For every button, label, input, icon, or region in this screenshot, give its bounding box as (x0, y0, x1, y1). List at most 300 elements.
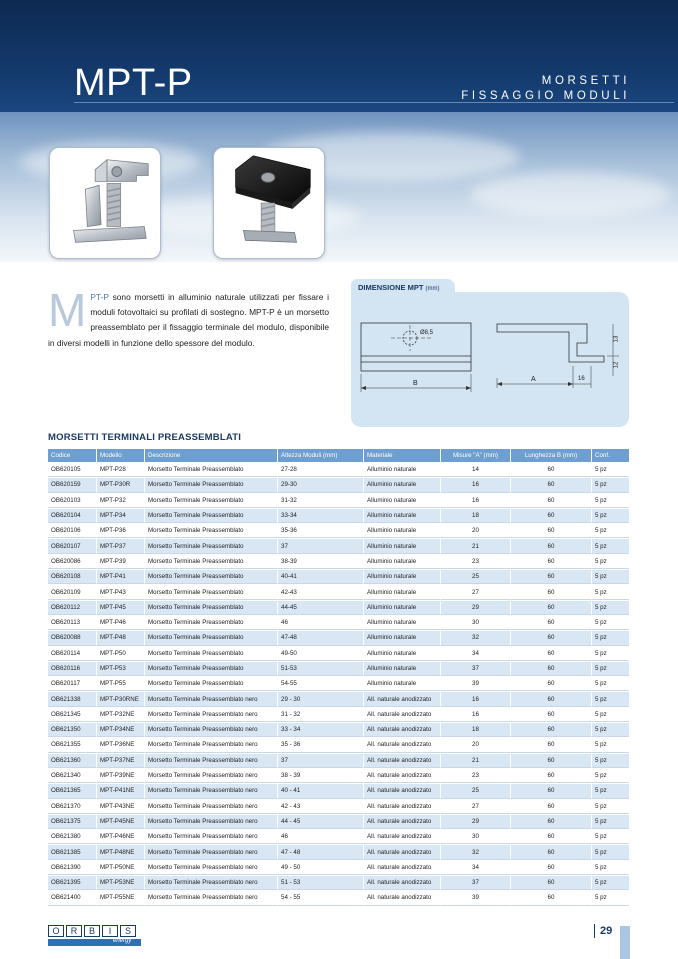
table-cell: 5 pz (592, 631, 629, 645)
table-cell: Morsetto Terminale Preassemblato (145, 585, 278, 599)
logo-letter: S (120, 925, 136, 937)
table-cell: Alluminio naturale (364, 463, 441, 477)
table-row (48, 891, 629, 905)
table-cell: 47 - 48 (278, 845, 364, 859)
table-cell: 35-36 (278, 524, 364, 538)
table-cell: MPT-P41NE (97, 784, 145, 798)
dimension-13-label: 13 (613, 335, 620, 343)
table-cell: 5 pz (592, 845, 629, 859)
aluminium-clamp-image (50, 148, 160, 258)
table-row (48, 524, 629, 538)
dimension-12-label: 12 (613, 361, 620, 369)
table-cell: Morsetto Terminale Preassemblato nero (145, 891, 278, 905)
column-header: Materiale (364, 449, 441, 462)
intro-text: sono morsetti in alluminio naturale utilizzati per fissare i moduli fotovoltaici su profilati di sostegno. MPT-P è un morsetto preassemblato per il fissaggio terminale del modulo, disponibile in diversi modelli in funzione dello spessore del modulo. (48, 292, 329, 348)
intro-highlight: PT-P (90, 292, 109, 302)
table-cell: 51-53 (278, 662, 364, 676)
dimension-unit: (mm) (425, 286, 440, 292)
dimension-label: DIMENSIONE MPT (358, 283, 424, 292)
table-cell: Alluminio naturale (364, 539, 441, 553)
table-cell: OB621395 (48, 876, 97, 890)
table-cell: Morsetto Terminale Preassemblato nero (145, 876, 278, 890)
table-cell: Morsetto Terminale Preassemblato (145, 601, 278, 615)
table-cell: 34 (441, 861, 511, 875)
logo-letter: I (102, 925, 118, 937)
column-header: Lunghezza B (mm) (511, 449, 592, 462)
table-row (48, 723, 629, 737)
logo-letter: B (84, 925, 100, 937)
table-cell: All. naturale anodizzato (364, 754, 441, 768)
table-cell: 30 (441, 830, 511, 844)
table-cell: 38-39 (278, 555, 364, 569)
table-cell: 46 (278, 616, 364, 630)
table-cell: OB621355 (48, 738, 97, 752)
table-cell: Morsetto Terminale Preassemblato nero (145, 723, 278, 737)
table-cell: 5 pz (592, 815, 629, 829)
table-cell: OB620113 (48, 616, 97, 630)
table-cell: 60 (511, 861, 592, 875)
table-cell: All. naturale anodizzato (364, 738, 441, 752)
table-cell: Alluminio naturale (364, 555, 441, 569)
table-cell: 5 pz (592, 570, 629, 584)
table-cell: 27-28 (278, 463, 364, 477)
table-cell: 14 (441, 463, 511, 477)
table-cell: All. naturale anodizzato (364, 830, 441, 844)
table-cell: MPT-P48NE (97, 845, 145, 859)
table-cell: Alluminio naturale (364, 478, 441, 492)
table-cell: MPT-P34 (97, 509, 145, 523)
subtitle-line-1: MORSETTI (541, 75, 630, 87)
table-cell: 42-43 (278, 585, 364, 599)
table-cell: OB620116 (48, 662, 97, 676)
table-cell: 5 pz (592, 616, 629, 630)
table-cell: 60 (511, 616, 592, 630)
table-cell: 38 - 39 (278, 769, 364, 783)
table-cell: 5 pz (592, 555, 629, 569)
column-header: Misure "A" (mm) (441, 449, 511, 462)
table-row (48, 845, 629, 859)
table-cell: 29 (441, 601, 511, 615)
page-subtitle (461, 74, 630, 104)
table-cell: 5 pz (592, 539, 629, 553)
table-cell: 49 - 50 (278, 861, 364, 875)
table-cell: Morsetto Terminale Preassemblato nero (145, 769, 278, 783)
table-row (48, 830, 629, 844)
table-cell: 21 (441, 539, 511, 553)
table-cell: OB620086 (48, 555, 97, 569)
hole-diameter-label: Ø8,5 (420, 330, 434, 336)
table-cell: 5 pz (592, 662, 629, 676)
page-title: MPT-P (74, 62, 193, 104)
table-row (48, 708, 629, 722)
table-title: MORSETTI TERMINALI PREASSEMBLATI (48, 432, 242, 443)
table-row (48, 570, 629, 584)
table-cell: MPT-P53 (97, 662, 145, 676)
table-cell: 5 pz (592, 677, 629, 691)
table-row (48, 815, 629, 829)
table-cell: Alluminio naturale (364, 601, 441, 615)
table-cell: 27 (441, 800, 511, 814)
table-row (48, 677, 629, 691)
product-photo-aluminium (49, 147, 161, 259)
table-cell: 60 (511, 754, 592, 768)
table-cell: MPT-P39NE (97, 769, 145, 783)
table-row (48, 463, 629, 477)
table-cell: OB620104 (48, 509, 97, 523)
table-row (48, 509, 629, 523)
table-cell: 60 (511, 845, 592, 859)
table-cell: 60 (511, 463, 592, 477)
table-cell: MPT-P39 (97, 555, 145, 569)
table-cell: Morsetto Terminale Preassemblato nero (145, 845, 278, 859)
table-cell: MPT-P34NE (97, 723, 145, 737)
table-cell: 60 (511, 891, 592, 905)
table-cell: 60 (511, 524, 592, 538)
table-cell: 23 (441, 769, 511, 783)
table-cell: 60 (511, 708, 592, 722)
table-cell: OB620159 (48, 478, 97, 492)
table-cell: All. naturale anodizzato (364, 891, 441, 905)
table-cell: 5 pz (592, 723, 629, 737)
table-cell: OB621375 (48, 815, 97, 829)
table-cell: Morsetto Terminale Preassemblato nero (145, 830, 278, 844)
table-cell: All. naturale anodizzato (364, 723, 441, 737)
table-cell: 23 (441, 555, 511, 569)
table-cell: 60 (511, 494, 592, 508)
table-cell: 5 pz (592, 463, 629, 477)
table-cell: 5 pz (592, 830, 629, 844)
subtitle-line-2: FISSAGGIO MODULI (461, 90, 630, 102)
table-cell: OB620103 (48, 494, 97, 508)
table-cell: Morsetto Terminale Preassemblato (145, 647, 278, 661)
table-cell: 40-41 (278, 570, 364, 584)
table-cell: 5 pz (592, 876, 629, 890)
table-cell: All. naturale anodizzato (364, 815, 441, 829)
table-cell: OB620108 (48, 570, 97, 584)
table-row (48, 800, 629, 814)
table-cell: Morsetto Terminale Preassemblato (145, 509, 278, 523)
table-row (48, 601, 629, 615)
table-cell: Morsetto Terminale Preassemblato nero (145, 861, 278, 875)
table-cell: OB620107 (48, 539, 97, 553)
table-cell: 20 (441, 524, 511, 538)
table-cell: 37 (278, 539, 364, 553)
table-cell: OB620105 (48, 463, 97, 477)
table-cell: 31 - 32 (278, 708, 364, 722)
table-cell: OB621345 (48, 708, 97, 722)
table-cell: OB620088 (48, 631, 97, 645)
table-row (48, 754, 629, 768)
table-cell: 5 pz (592, 891, 629, 905)
table-row (48, 585, 629, 599)
table-cell: MPT-P50 (97, 647, 145, 661)
table-cell: 16 (441, 494, 511, 508)
table-cell: 29 (441, 815, 511, 829)
table-cell: 60 (511, 555, 592, 569)
table-cell: OB621370 (48, 800, 97, 814)
table-cell: 5 pz (592, 861, 629, 875)
dimension-panel (351, 292, 629, 427)
table-cell: Morsetto Terminale Preassemblato (145, 494, 278, 508)
table-cell: 39 (441, 891, 511, 905)
table-cell: MPT-P48 (97, 631, 145, 645)
table-row (48, 631, 629, 645)
page-header (0, 0, 678, 112)
table-cell: MPT-P41 (97, 570, 145, 584)
table-cell: 42 - 43 (278, 800, 364, 814)
table-cell: MPT-P46 (97, 616, 145, 630)
table-cell: OB621380 (48, 830, 97, 844)
table-cell: MPT-P46NE (97, 830, 145, 844)
table-cell: All. naturale anodizzato (364, 769, 441, 783)
table-cell: Morsetto Terminale Preassemblato (145, 570, 278, 584)
table-row (48, 692, 629, 706)
table-cell: 18 (441, 723, 511, 737)
table-cell: Alluminio naturale (364, 524, 441, 538)
table-cell: MPT-P30RNE (97, 692, 145, 706)
dimension-a-label: A (531, 376, 536, 383)
table-cell: 60 (511, 738, 592, 752)
table-cell: 60 (511, 830, 592, 844)
table-cell: 46 (278, 830, 364, 844)
table-cell: OB620114 (48, 647, 97, 661)
table-cell: 47-48 (278, 631, 364, 645)
table-cell: 60 (511, 539, 592, 553)
table-cell: 44-45 (278, 601, 364, 615)
logo-subtitle: energy (113, 938, 132, 944)
table-cell: 5 pz (592, 769, 629, 783)
table-cell: 5 pz (592, 601, 629, 615)
table-cell: 16 (441, 478, 511, 492)
table-cell: Morsetto Terminale Preassemblato (145, 539, 278, 553)
table-cell: 27 (441, 585, 511, 599)
table-cell: MPT-P30R (97, 478, 145, 492)
dimension-drawing (351, 292, 629, 427)
table-cell: Morsetto Terminale Preassemblato nero (145, 692, 278, 706)
table-cell: MPT-P37NE (97, 754, 145, 768)
table-row (48, 738, 629, 752)
product-photo-black (213, 147, 325, 259)
table-cell: 5 pz (592, 692, 629, 706)
table-row (48, 769, 629, 783)
column-header: Codice (48, 449, 97, 462)
table-cell: MPT-P36 (97, 524, 145, 538)
table-row (48, 784, 629, 798)
column-header: Altezza Moduli (mm) (278, 449, 364, 462)
table-body (48, 463, 629, 906)
table-cell: 60 (511, 723, 592, 737)
table-row (48, 616, 629, 630)
table-cell: OB621350 (48, 723, 97, 737)
table-cell: All. naturale anodizzato (364, 800, 441, 814)
table-cell: All. naturale anodizzato (364, 692, 441, 706)
table-cell: 60 (511, 509, 592, 523)
table-cell: Morsetto Terminale Preassemblato nero (145, 815, 278, 829)
table-cell: 32 (441, 845, 511, 859)
table-row (48, 494, 629, 508)
table-cell: MPT-P45 (97, 601, 145, 615)
table-cell: 5 pz (592, 524, 629, 538)
table-cell: Morsetto Terminale Preassemblato (145, 662, 278, 676)
table-cell: OB620106 (48, 524, 97, 538)
table-cell: 40 - 41 (278, 784, 364, 798)
table-cell: 20 (441, 738, 511, 752)
table-cell: Morsetto Terminale Preassemblato nero (145, 800, 278, 814)
table-cell: 60 (511, 800, 592, 814)
table-cell: 60 (511, 784, 592, 798)
table-cell: 5 pz (592, 494, 629, 508)
table-cell: MPT-P53NE (97, 876, 145, 890)
table-cell: OB621360 (48, 754, 97, 768)
table-cell: Morsetto Terminale Preassemblato nero (145, 708, 278, 722)
table-cell: MPT-P32NE (97, 708, 145, 722)
page-number: 29 (600, 925, 613, 937)
table-cell: 60 (511, 631, 592, 645)
table-cell: Alluminio naturale (364, 494, 441, 508)
table-cell: MPT-P37 (97, 539, 145, 553)
column-header: Descrizione (145, 449, 278, 462)
drop-cap: M (48, 284, 87, 336)
table-cell: 5 pz (592, 708, 629, 722)
table-cell: Morsetto Terminale Preassemblato (145, 677, 278, 691)
logo-letter: R (66, 925, 82, 937)
table-cell: All. naturale anodizzato (364, 845, 441, 859)
table-cell: 60 (511, 478, 592, 492)
table-cell: 60 (511, 876, 592, 890)
table-cell: 33-34 (278, 509, 364, 523)
table-cell: 60 (511, 647, 592, 661)
table-cell: MPT-P43NE (97, 800, 145, 814)
table-cell: 37 (278, 754, 364, 768)
table-cell: MPT-P32 (97, 494, 145, 508)
table-cell: Morsetto Terminale Preassemblato nero (145, 784, 278, 798)
table-cell: OB620112 (48, 601, 97, 615)
table-cell: 5 pz (592, 784, 629, 798)
table-cell: 60 (511, 677, 592, 691)
table-cell: 5 pz (592, 509, 629, 523)
table-cell: OB621390 (48, 861, 97, 875)
table-row (48, 647, 629, 661)
table-cell: OB620109 (48, 585, 97, 599)
table-header-row (48, 449, 629, 462)
table-cell: Morsetto Terminale Preassemblato (145, 631, 278, 645)
table-cell: 39 (441, 677, 511, 691)
table-cell: 44 - 45 (278, 815, 364, 829)
table-row (48, 662, 629, 676)
table-cell: 60 (511, 769, 592, 783)
table-cell: 60 (511, 662, 592, 676)
table-cell: 54 - 55 (278, 891, 364, 905)
table-row (48, 539, 629, 553)
table-cell: Morsetto Terminale Preassemblato (145, 555, 278, 569)
table-cell: 5 pz (592, 738, 629, 752)
table-cell: 34 (441, 647, 511, 661)
table-cell: Alluminio naturale (364, 677, 441, 691)
table-cell: 54-55 (278, 677, 364, 691)
table-cell: 60 (511, 601, 592, 615)
table-cell: 25 (441, 570, 511, 584)
table-cell: 60 (511, 570, 592, 584)
table-cell: Alluminio naturale (364, 662, 441, 676)
table-cell: Morsetto Terminale Preassemblato (145, 524, 278, 538)
table-cell: 21 (441, 754, 511, 768)
dimension-b-label: B (413, 380, 418, 387)
table-cell: OB621340 (48, 769, 97, 783)
black-clamp-image (214, 148, 324, 258)
table-cell: 18 (441, 509, 511, 523)
table-cell: 16 (441, 692, 511, 706)
table-cell: Alluminio naturale (364, 585, 441, 599)
page-edge-tab (620, 926, 630, 959)
table-cell: All. naturale anodizzato (364, 708, 441, 722)
table-cell: Morsetto Terminale Preassemblato (145, 616, 278, 630)
table-cell: 5 pz (592, 585, 629, 599)
table-cell: 29 - 30 (278, 692, 364, 706)
table-cell: 16 (441, 708, 511, 722)
orbis-logo (48, 925, 136, 937)
table-cell: 35 - 36 (278, 738, 364, 752)
table-cell: 30 (441, 616, 511, 630)
table-row (48, 861, 629, 875)
table-cell: MPT-P55NE (97, 891, 145, 905)
table-cell: Alluminio naturale (364, 570, 441, 584)
table-cell: 25 (441, 784, 511, 798)
table-cell: All. naturale anodizzato (364, 861, 441, 875)
table-cell: 60 (511, 585, 592, 599)
table-cell: 5 pz (592, 754, 629, 768)
table-cell: Alluminio naturale (364, 616, 441, 630)
table-cell: MPT-P50NE (97, 861, 145, 875)
table-cell: Morsetto Terminale Preassemblato nero (145, 754, 278, 768)
table-cell: MPT-P43 (97, 585, 145, 599)
table-cell: All. naturale anodizzato (364, 876, 441, 890)
table-cell: OB621385 (48, 845, 97, 859)
table-cell: 29-30 (278, 478, 364, 492)
table-cell: Morsetto Terminale Preassemblato (145, 463, 278, 477)
table-cell: 37 (441, 662, 511, 676)
table-row (48, 555, 629, 569)
table-cell: Alluminio naturale (364, 509, 441, 523)
table-cell: 5 pz (592, 800, 629, 814)
intro-paragraph (48, 284, 329, 351)
table-cell: Alluminio naturale (364, 631, 441, 645)
table-cell: Alluminio naturale (364, 647, 441, 661)
table-cell: MPT-P36NE (97, 738, 145, 752)
table-cell: OB621400 (48, 891, 97, 905)
table-cell: 37 (441, 876, 511, 890)
dimension-16-label: 16 (578, 376, 585, 382)
table-cell: OB620117 (48, 677, 97, 691)
table-cell: 60 (511, 815, 592, 829)
table-row (48, 876, 629, 890)
table-cell: All. naturale anodizzato (364, 784, 441, 798)
product-table (48, 448, 629, 907)
column-header: Conf. (592, 449, 629, 462)
column-header: Modello (97, 449, 145, 462)
table-cell: 60 (511, 692, 592, 706)
table-cell: 31-32 (278, 494, 364, 508)
table-cell: MPT-P55 (97, 677, 145, 691)
table-cell: OB621365 (48, 784, 97, 798)
table-cell: 49-50 (278, 647, 364, 661)
table-cell: MPT-P45NE (97, 815, 145, 829)
table-cell: 32 (441, 631, 511, 645)
logo-letter: O (48, 925, 64, 937)
table-cell: Morsetto Terminale Preassemblato nero (145, 738, 278, 752)
table-cell: 33 - 34 (278, 723, 364, 737)
page-number-divider (594, 924, 595, 938)
table-cell: MPT-P28 (97, 463, 145, 477)
